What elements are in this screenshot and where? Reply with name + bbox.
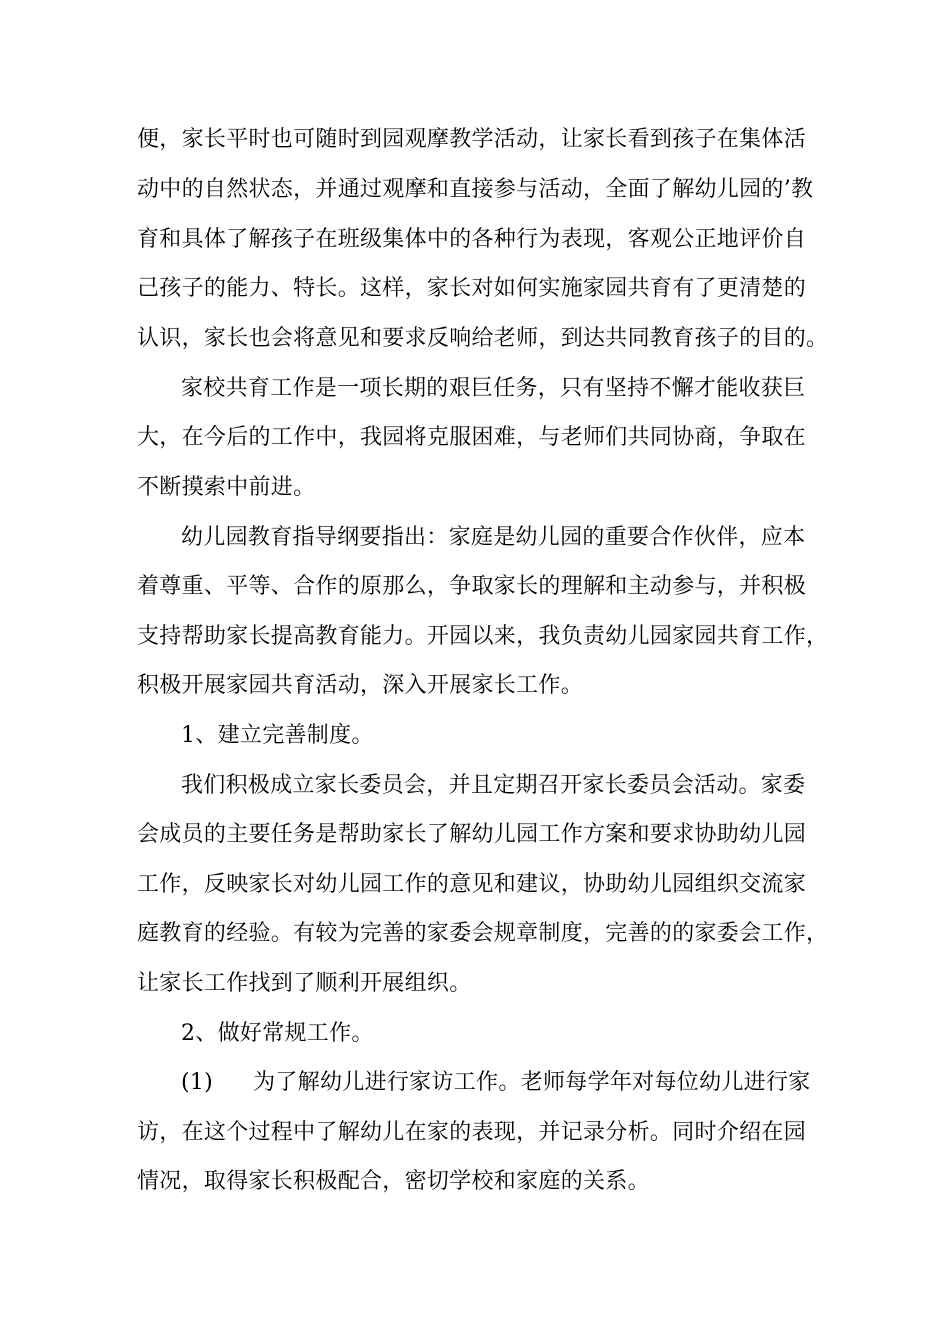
list-item-first-line xyxy=(181,1063,871,1103)
text-line: 庭教育的经验。有较为完善的家委会规章制度，完善的的家委会工作， xyxy=(137,921,829,946)
text-line: 会成员的主要任务是帮助家长了解幼儿园工作方案和要求协助幼儿园 xyxy=(137,822,807,847)
paragraph-first-line: 幼儿园教育指导纲要指出：家庭是幼儿园的重要合作伙伴，应本 xyxy=(181,525,806,550)
text-line: 着尊重、平等、合作的原那么，争取家长的理解和主动参与，并积极 xyxy=(137,574,807,599)
text-line: 认识，家长也会将意见和要求反响给老师，到达共同教育孩子的目的。 xyxy=(137,326,829,351)
text-line: 工作，反映家长对幼儿园工作的意见和建议，协助幼儿园组织交流家 xyxy=(137,872,807,897)
paragraph-first-line: 我们积极成立家长委员会，并且定期召开家长委员会活动。家委 xyxy=(181,773,806,798)
list-item-text: 为了解幼儿进行家访工作。老师每学年对每位幼儿进行家 xyxy=(253,1070,811,1095)
text-line: 积极开展家园共育活动，深入开展家长工作。 xyxy=(137,673,584,698)
text-line: 让家长工作找到了顺利开展组织。 xyxy=(137,971,472,996)
paragraph-first-line: 家校共育工作是一项长期的艰巨任务，只有坚持不懈才能收获巨 xyxy=(181,376,806,401)
text-line: 情况，取得家长积极配合，密切学校和家庭的关系。 xyxy=(137,1169,650,1194)
text-line: 动中的自然状态，并通过观摩和直接参与活动，全面了解幼儿园的’教 xyxy=(137,177,814,202)
text-line: 支持帮助家长提高教育能力。开园以来，我负责幼儿园家园共育工作， xyxy=(137,624,829,649)
text-line: 己孩子的能力、特长。这样，家长对如何实施家园共育有了更清楚的 xyxy=(137,276,807,301)
section-heading-1: 1、建立完善制度。 xyxy=(181,723,374,748)
text-line: 便，家长平时也可随时到园观摩教学活动，让家长看到孩子在集体活 xyxy=(137,127,807,152)
text-line: 访，在这个过程中了解幼儿在家的表现，并记录分析。同时介绍在园 xyxy=(137,1120,807,1145)
text-line: 不断摸索中前进。 xyxy=(137,475,316,500)
list-marker: (1) xyxy=(181,1070,214,1095)
text-line: 育和具体了解孩子在班级集体中的各种行为表现，客观公正地评价自 xyxy=(137,227,807,252)
text-line: 大，在今后的工作中，我园将克服困难，与老师们共同协商，争取在 xyxy=(137,425,807,450)
section-heading-2: 2、做好常规工作。 xyxy=(181,1021,374,1046)
